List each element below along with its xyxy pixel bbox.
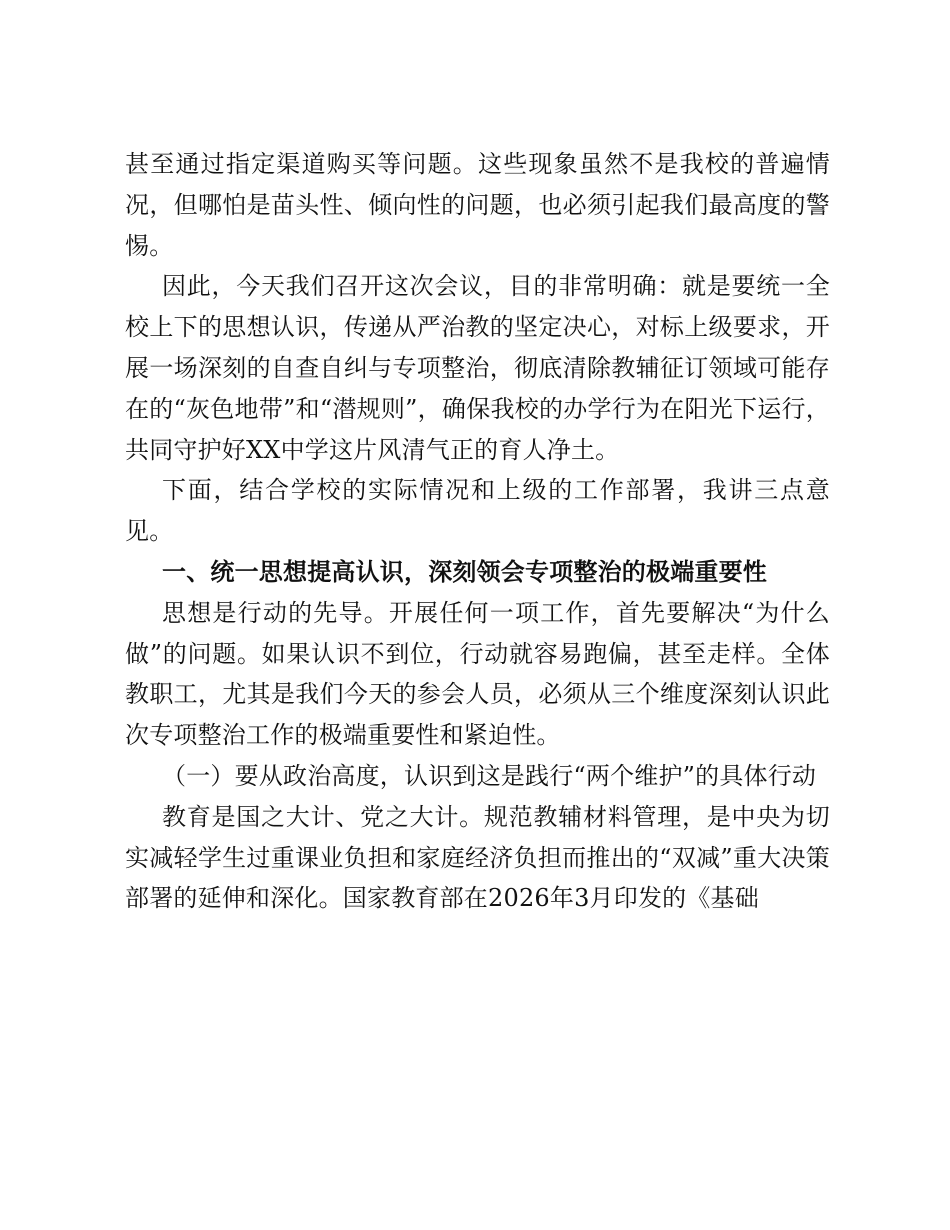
paragraph-three-points-intro: 下面，结合学校的实际情况和上级的工作部署，我讲三点意见。: [125, 476, 830, 546]
sub-heading-1-1: （一）要从政治高度，认识到这是践行“两个维护”的具体行动: [162, 761, 817, 790]
paragraph-continuation: 甚至通过指定渠道购买等问题。这些现象虽然不是我校的普遍情况，但哪怕是苗头性、倾向性的问题，也必须引起我们最高度的警惕。: [125, 150, 830, 260]
paragraph-meeting-purpose: 因此，今天我们召开这次会议，目的非常明确：就是要统一全校上下的思想认识，传递从严治教的坚定决心，对标上级要求，开展一场深刻的自查自纠与专项整治，彻底清除教辅征订领域可能存在的“灰色地带”和“潜规则”，确保我校的办学行为在阳光下运行，共同守护好XX中学这片风清气正的育人净土。: [125, 272, 830, 464]
paragraph-education-policy: 教育是国之大计、党之大计。规范教辅材料管理，是中央为切实减轻学生过重课业负担和家庭经济负担而推出的“双减”重大决策部署的延伸和深化。国家教育部在2026年3月印发的《基础: [125, 802, 830, 913]
document-body: [125, 144, 830, 919]
paragraph-thought-guidance: 思想是行动的先导。开展任何一项工作，首先要解决“为什么做”的问题。如果认识不到位，行动就容易跑偏，甚至走样。全体教职工，尤其是我们今天的参会人员，必须从三个维度深刻认识此次专项整治工作的极端重要性和紧迫性。: [125, 598, 830, 750]
section-heading-1: 一、统一思想提高认识，深刻领会专项整治的极端重要性: [162, 557, 767, 586]
